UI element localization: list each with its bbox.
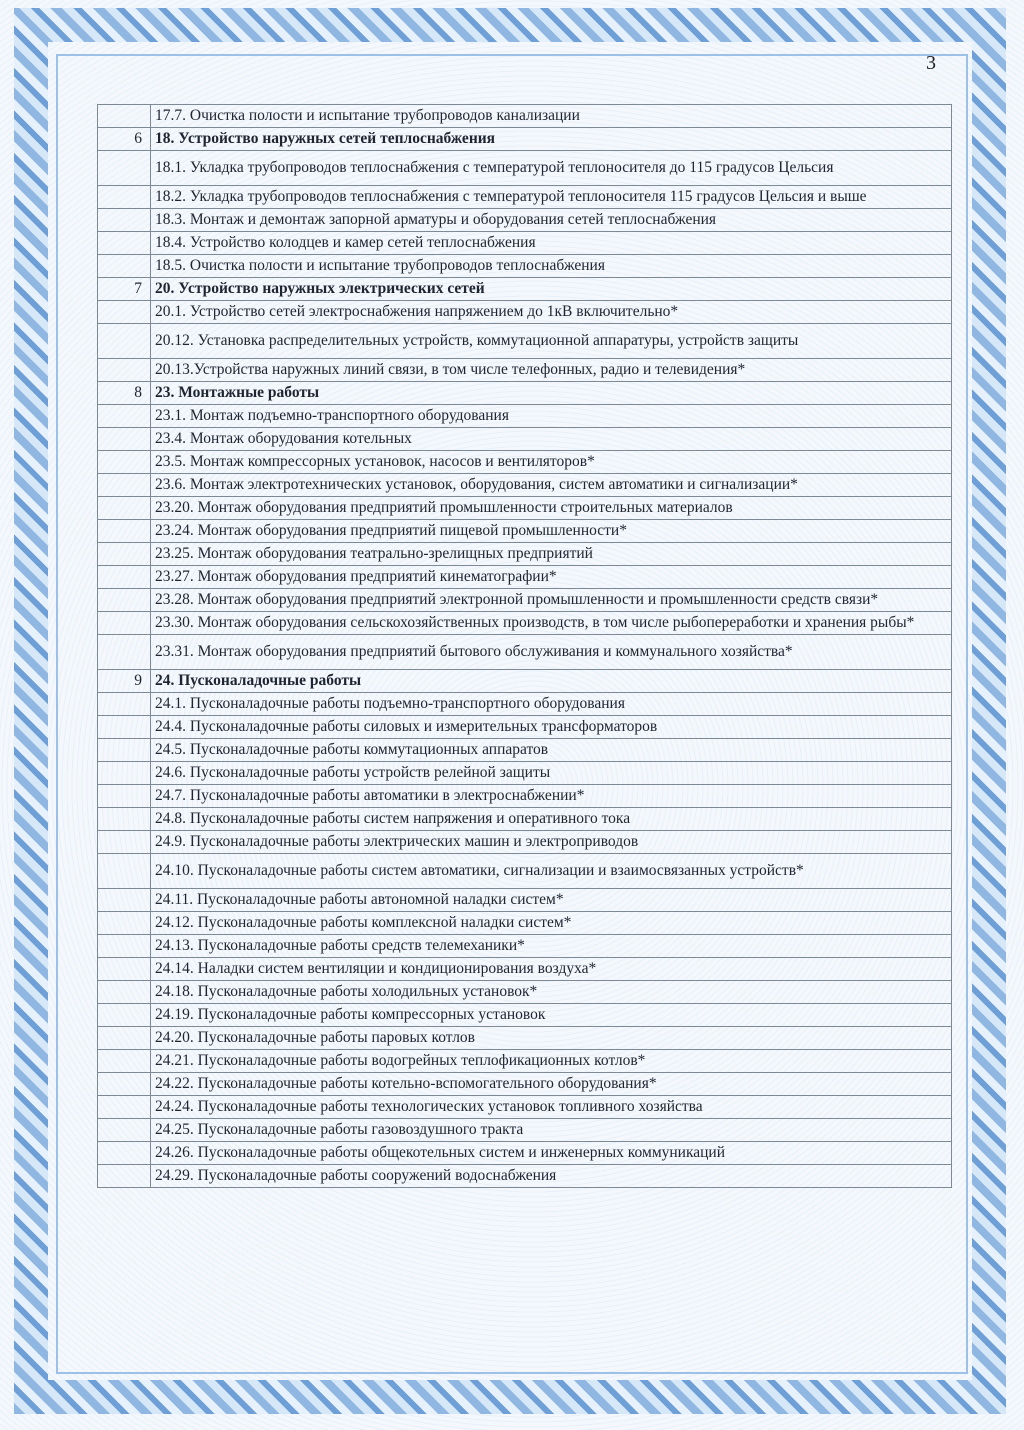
work-item-text: 20.13.Устройства наружных линий связи, в том числе телефонных, радио и телевидения* xyxy=(151,359,952,382)
row-number xyxy=(98,232,151,255)
work-item-row xyxy=(98,889,952,912)
work-item-text: 18.5. Очистка полости и испытание трубопроводов теплоснабжения xyxy=(151,255,952,278)
row-number xyxy=(98,889,151,912)
work-item-row xyxy=(98,693,952,716)
row-number xyxy=(98,255,151,278)
work-item-row xyxy=(98,716,952,739)
work-item-row xyxy=(98,831,952,854)
work-item-text: 23.28. Монтаж оборудования предприятий электронной промышленности и промышленности средств связи* xyxy=(151,589,952,612)
work-item-row xyxy=(98,1073,952,1096)
work-item-text: 24.20. Пусконаладочные работы паровых котлов xyxy=(151,1027,952,1050)
row-number: 8 xyxy=(98,382,151,405)
work-item-text: 24.18. Пусконаладочные работы холодильных установок* xyxy=(151,981,952,1004)
work-item-text: 24.21. Пусконаладочные работы водогрейных теплофикационных котлов* xyxy=(151,1050,952,1073)
work-item-text: 23.4. Монтаж оборудования котельных xyxy=(151,428,952,451)
work-item-row xyxy=(98,912,952,935)
work-item-text: 24.24. Пусконаладочные работы технологических установок топливного хозяйства xyxy=(151,1096,952,1119)
work-item-text: 24.22. Пусконаладочные работы котельно-вспомогательного оборудования* xyxy=(151,1073,952,1096)
work-item-text: 18.1. Укладка трубопроводов теплоснабжения с температурой теплоносителя до 115 градусов Цельсия xyxy=(151,151,952,186)
row-number: 7 xyxy=(98,278,151,301)
work-item-row xyxy=(98,186,952,209)
row-number xyxy=(98,186,151,209)
section-row xyxy=(98,128,952,151)
work-item-row xyxy=(98,566,952,589)
work-item-text: 24.19. Пусконаладочные работы компрессорных установок xyxy=(151,1004,952,1027)
work-item-text: 20.12. Установка распределительных устройств, коммутационной аппаратуры, устройств защиты xyxy=(151,324,952,359)
row-number xyxy=(98,739,151,762)
row-number xyxy=(98,1142,151,1165)
row-number xyxy=(98,301,151,324)
work-item-row xyxy=(98,301,952,324)
row-number xyxy=(98,1004,151,1027)
work-item-row xyxy=(98,854,952,889)
work-item-row xyxy=(98,739,952,762)
work-item-row xyxy=(98,474,952,497)
work-item-text: 24.10. Пусконаладочные работы систем автоматики, сигнализации и взаимосвязанных устройств* xyxy=(151,854,952,889)
work-item-row xyxy=(98,1119,952,1142)
work-item-row xyxy=(98,520,952,543)
work-item-row xyxy=(98,105,952,128)
work-item-text: 24.4. Пусконаладочные работы силовых и измерительных трансформаторов xyxy=(151,716,952,739)
work-item-row xyxy=(98,1165,952,1188)
row-number xyxy=(98,1027,151,1050)
row-number xyxy=(98,716,151,739)
work-item-text: 24.14. Наладки систем вентиляции и кондиционирования воздуха* xyxy=(151,958,952,981)
work-item-text: 24.9. Пусконаладочные работы электрических машин и электроприводов xyxy=(151,831,952,854)
work-item-row xyxy=(98,762,952,785)
row-number xyxy=(98,497,151,520)
work-item-text: 23.24. Монтаж оборудования предприятий пищевой промышленности* xyxy=(151,520,952,543)
work-item-text: 23.5. Монтаж компрессорных установок, насосов и вентиляторов* xyxy=(151,451,952,474)
work-item-row xyxy=(98,151,952,186)
work-item-row xyxy=(98,981,952,1004)
work-item-text: 23.25. Монтаж оборудования театрально-зрелищных предприятий xyxy=(151,543,952,566)
row-number xyxy=(98,808,151,831)
work-item-text: 20.1. Устройство сетей электроснабжения напряжением до 1кВ включительно* xyxy=(151,301,952,324)
row-number xyxy=(98,543,151,566)
row-number xyxy=(98,520,151,543)
section-row xyxy=(98,670,952,693)
row-number: 9 xyxy=(98,670,151,693)
work-item-row xyxy=(98,785,952,808)
row-number xyxy=(98,1050,151,1073)
section-title: 23. Монтажные работы xyxy=(151,382,952,405)
row-number xyxy=(98,612,151,635)
row-number xyxy=(98,589,151,612)
work-item-row xyxy=(98,497,952,520)
work-item-row xyxy=(98,324,952,359)
work-item-row xyxy=(98,1096,952,1119)
row-number xyxy=(98,981,151,1004)
row-number xyxy=(98,785,151,808)
section-title: 24. Пусконаладочные работы xyxy=(151,670,952,693)
work-item-text: 24.6. Пусконаладочные работы устройств релейной защиты xyxy=(151,762,952,785)
work-item-text: 23.20. Монтаж оборудования предприятий промышленности строительных материалов xyxy=(151,497,952,520)
work-item-text: 23.31. Монтаж оборудования предприятий бытового обслуживания и коммунального хозяйства* xyxy=(151,635,952,670)
work-item-text: 24.1. Пусконаладочные работы подъемно-транспортного оборудования xyxy=(151,693,952,716)
row-number xyxy=(98,854,151,889)
row-number xyxy=(98,405,151,428)
work-item-row xyxy=(98,232,952,255)
section-row xyxy=(98,278,952,301)
work-item-row xyxy=(98,543,952,566)
work-item-text: 24.25. Пусконаладочные работы газовоздушного тракта xyxy=(151,1119,952,1142)
row-number xyxy=(98,958,151,981)
row-number xyxy=(98,324,151,359)
row-number xyxy=(98,693,151,716)
work-item-row xyxy=(98,451,952,474)
work-item-row xyxy=(98,255,952,278)
section-title: 20. Устройство наружных электрических сетей xyxy=(151,278,952,301)
work-item-text: 24.26. Пусконаладочные работы общекотельных систем и инженерных коммуникаций xyxy=(151,1142,952,1165)
row-number xyxy=(98,105,151,128)
work-item-row xyxy=(98,635,952,670)
work-item-text: 24.11. Пусконаладочные работы автономной наладки систем* xyxy=(151,889,952,912)
work-item-text: 24.29. Пусконаладочные работы сооружений водоснабжения xyxy=(151,1165,952,1188)
work-item-text: 23.6. Монтаж электротехнических установок, оборудования, систем автоматики и сигнализации* xyxy=(151,474,952,497)
row-number xyxy=(98,762,151,785)
work-item-text: 24.12. Пусконаладочные работы комплексной наладки систем* xyxy=(151,912,952,935)
work-item-text: 24.5. Пусконаладочные работы коммутационных аппаратов xyxy=(151,739,952,762)
work-item-row xyxy=(98,359,952,382)
row-number xyxy=(98,831,151,854)
work-item-text: 17.7. Очистка полости и испытание трубопроводов канализации xyxy=(151,105,952,128)
work-item-text: 23.27. Монтаж оборудования предприятий кинематографии* xyxy=(151,566,952,589)
row-number xyxy=(98,209,151,232)
row-number xyxy=(98,1073,151,1096)
row-number xyxy=(98,428,151,451)
page-number: 3 xyxy=(926,52,936,74)
works-list-table xyxy=(97,104,952,1188)
row-number: 6 xyxy=(98,128,151,151)
row-number xyxy=(98,912,151,935)
work-item-row xyxy=(98,808,952,831)
section-row xyxy=(98,382,952,405)
work-item-text: 18.3. Монтаж и демонтаж запорной арматуры и оборудования сетей теплоснабжения xyxy=(151,209,952,232)
row-number xyxy=(98,566,151,589)
work-item-row xyxy=(98,958,952,981)
row-number xyxy=(98,474,151,497)
row-number xyxy=(98,1165,151,1188)
section-title: 18. Устройство наружных сетей теплоснабжения xyxy=(151,128,952,151)
work-item-text: 18.4. Устройство колодцев и камер сетей теплоснабжения xyxy=(151,232,952,255)
row-number xyxy=(98,635,151,670)
row-number xyxy=(98,151,151,186)
work-item-text: 23.30. Монтаж оборудования сельскохозяйственных производств, в том числе рыбопереработки и хранения рыбы* xyxy=(151,612,952,635)
row-number xyxy=(98,1119,151,1142)
work-item-row xyxy=(98,589,952,612)
work-item-text: 24.13. Пусконаладочные работы средств телемеханики* xyxy=(151,935,952,958)
work-item-row xyxy=(98,1142,952,1165)
work-item-text: 18.2. Укладка трубопроводов теплоснабжения с температурой теплоносителя 115 градусов Цельсия и выше xyxy=(151,186,952,209)
work-item-row xyxy=(98,612,952,635)
work-item-row xyxy=(98,1050,952,1073)
work-item-text: 24.7. Пусконаладочные работы автоматики в электроснабжении* xyxy=(151,785,952,808)
work-item-row xyxy=(98,1004,952,1027)
row-number xyxy=(98,359,151,382)
work-item-row xyxy=(98,209,952,232)
work-item-text: 23.1. Монтаж подъемно-транспортного оборудования xyxy=(151,405,952,428)
row-number xyxy=(98,935,151,958)
work-item-row xyxy=(98,428,952,451)
row-number xyxy=(98,451,151,474)
work-item-row xyxy=(98,935,952,958)
work-item-row xyxy=(98,1027,952,1050)
row-number xyxy=(98,1096,151,1119)
work-item-text: 24.8. Пусконаладочные работы систем напряжения и оперативного тока xyxy=(151,808,952,831)
works-list-body xyxy=(98,105,952,1188)
work-item-row xyxy=(98,405,952,428)
